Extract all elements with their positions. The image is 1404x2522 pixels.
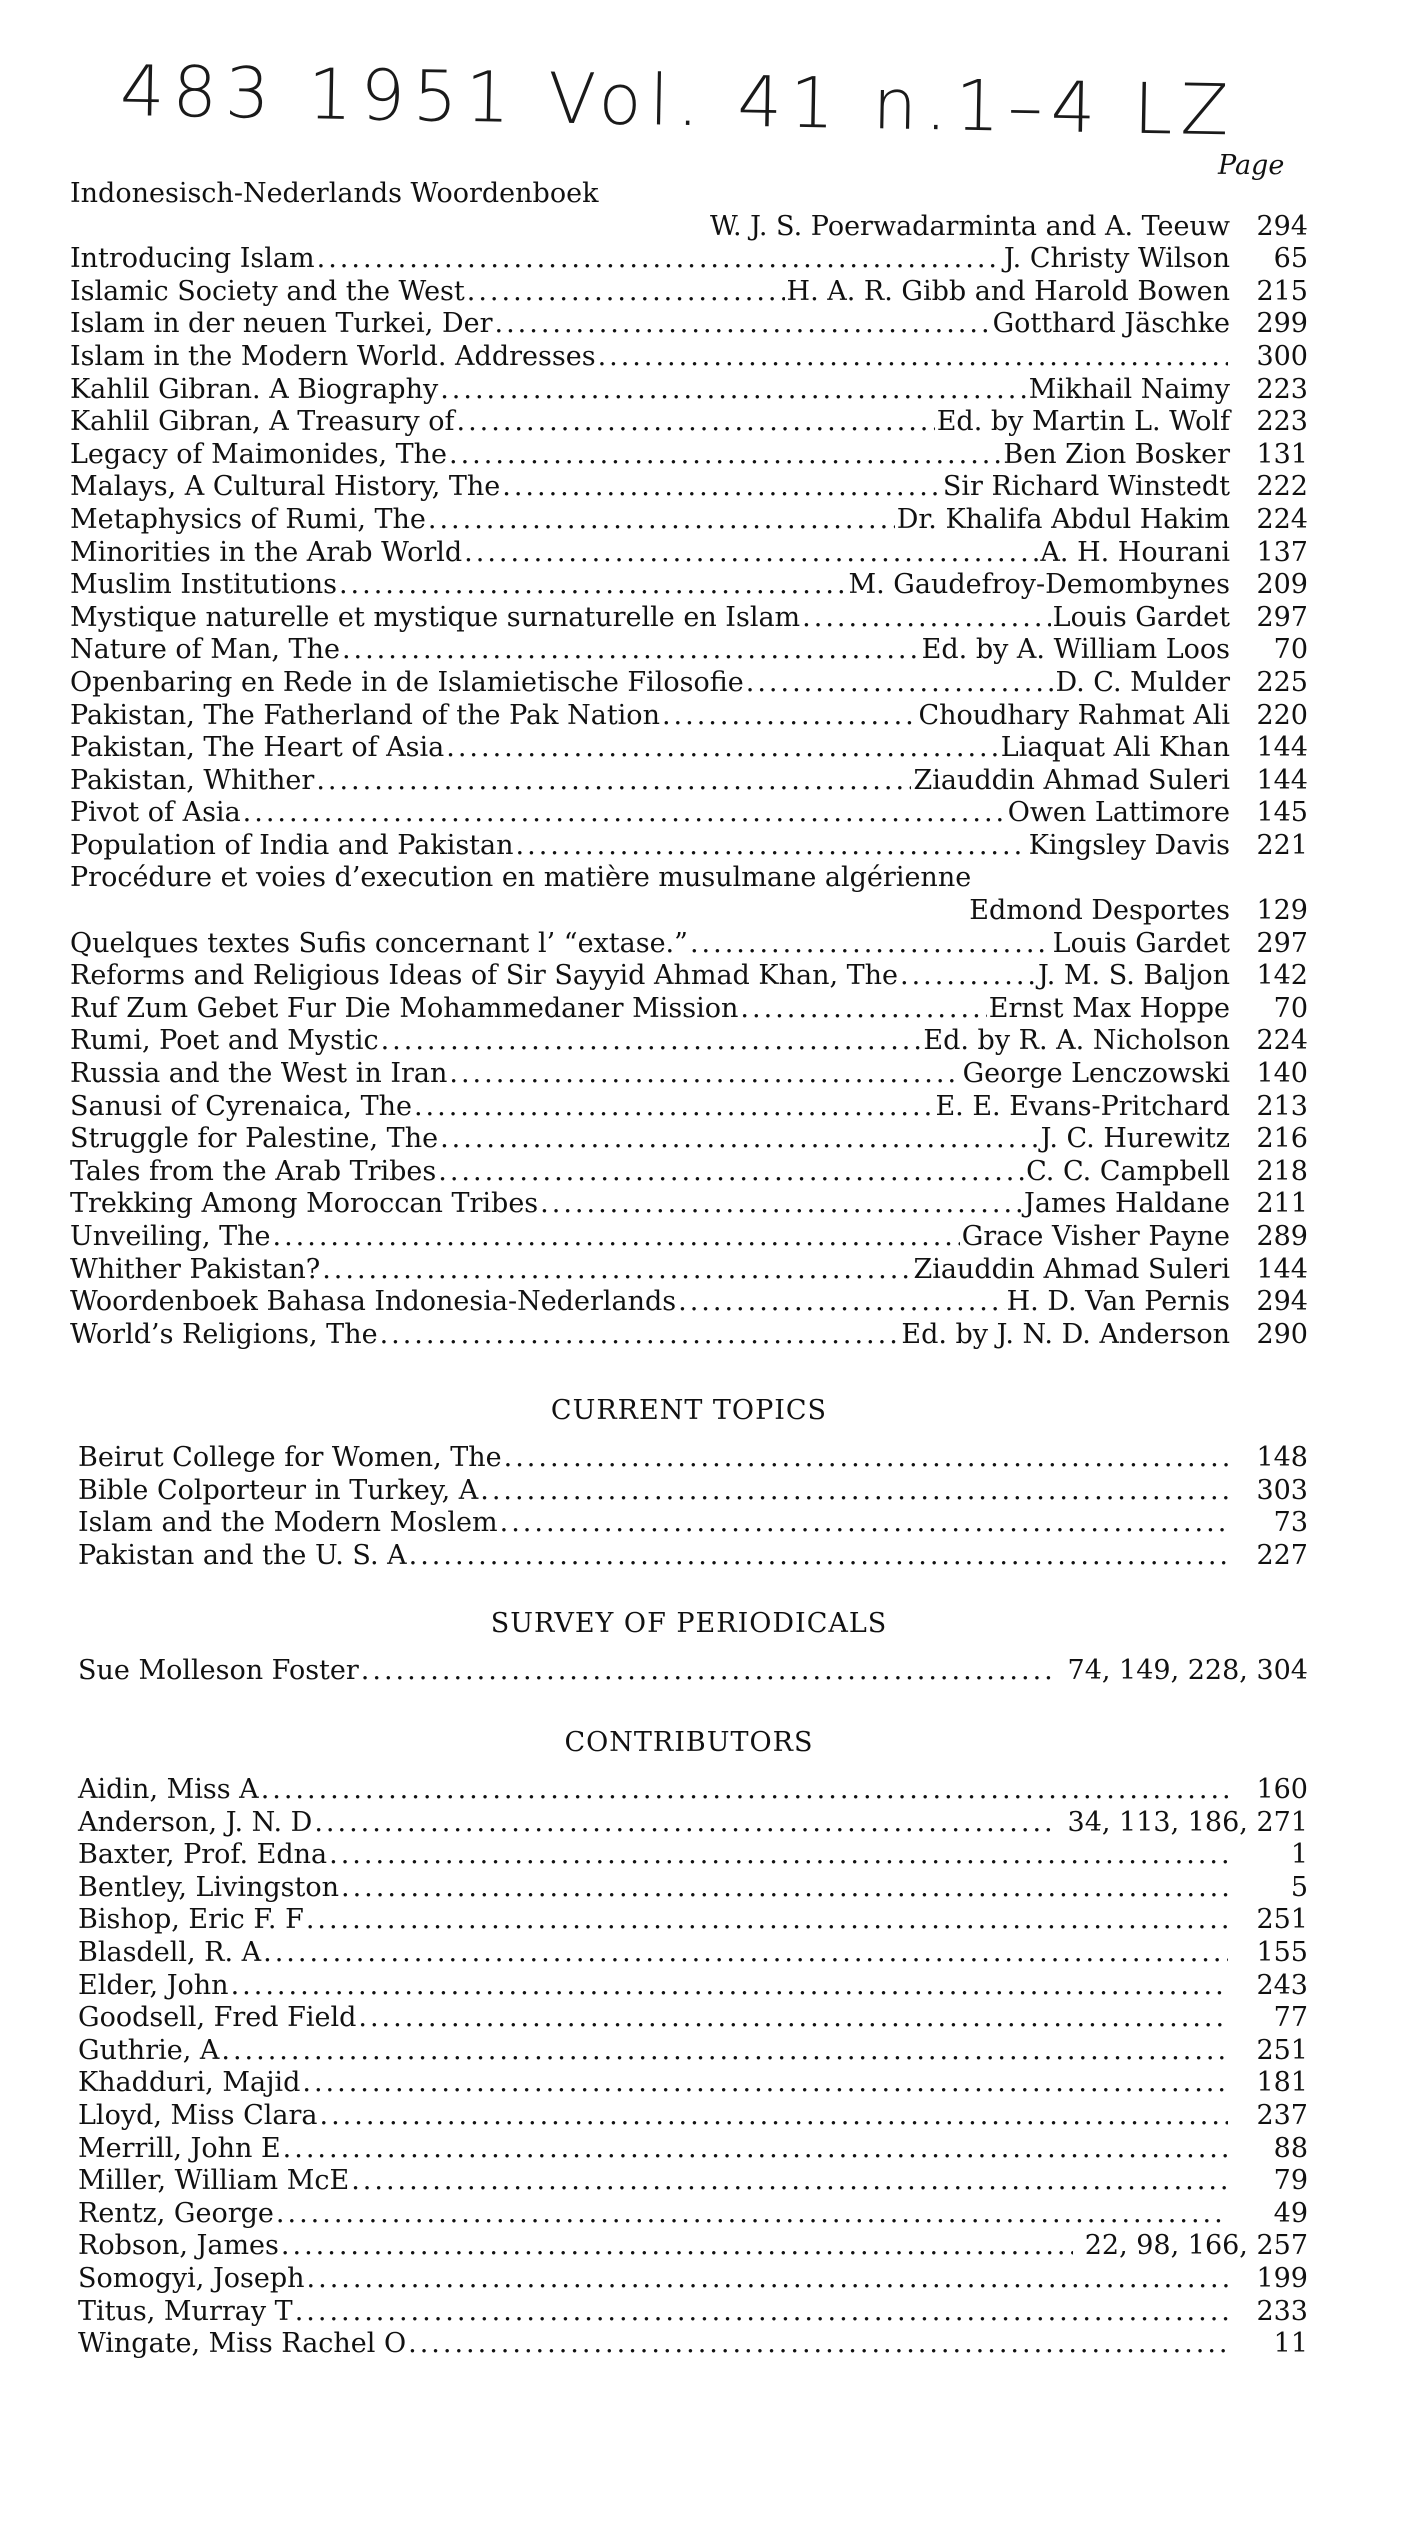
dot-leader [500, 1507, 1228, 1540]
contributor-entry [78, 2230, 1308, 2263]
entry-title: Kahlil Gibran, A Treasury of [70, 406, 455, 438]
entry-page: 209 [1256, 569, 1308, 601]
entry-page: 131 [1256, 438, 1308, 470]
entry-title: Muslim Institutions [70, 569, 337, 601]
contributor-entry [78, 1937, 1308, 1970]
entry-page: 142 [1256, 960, 1308, 992]
entry-title: Bentley, Livingston [78, 1871, 339, 1903]
entry-title: Bible Colporteur in Turkey, A [78, 1474, 479, 1506]
book-review-entry [70, 211, 1308, 244]
entry-title: Islam in the Modern World. Addresses [70, 340, 596, 372]
dot-leader [516, 830, 1027, 863]
entry-title: Metaphysics of Rumi, The [70, 503, 426, 535]
entry-title: Sue Molleson Foster [78, 1655, 359, 1686]
entry-page: 233 [1256, 2295, 1308, 2327]
dot-leader [440, 374, 1027, 407]
current-topic-entry [78, 1507, 1308, 1540]
entry-page: 73 [1273, 1507, 1308, 1539]
entry-title: Minorities in the Arab World [70, 536, 463, 568]
entry-title: Quelques textes Sufis concernant l’ “extase.” [70, 927, 688, 959]
dot-leader [438, 1156, 1024, 1189]
entry-author: Grace Visher Payne [961, 1221, 1230, 1252]
entry-author: Gotthard Jäschke [992, 308, 1230, 340]
dot-leader [449, 439, 1001, 472]
entry-author: George Lenczowski [962, 1058, 1230, 1090]
entry-page: 220 [1256, 699, 1308, 731]
entry-page: 294 [1256, 1286, 1308, 1318]
entry-author: Liaquat Ali Khan [1000, 732, 1230, 764]
entry-page: 224 [1256, 503, 1308, 535]
contributor-entry [78, 2100, 1308, 2133]
entry-author: Choudhary Rahmat Ali [918, 699, 1230, 731]
entry-page: 218 [1256, 1155, 1308, 1187]
entry-title: Somogyi, Joseph [78, 2262, 305, 2294]
entry-title: Titus, Murray T [78, 2295, 293, 2327]
dot-leader [740, 993, 986, 1026]
contributor-entry [78, 2035, 1308, 2068]
dot-leader [302, 2067, 1228, 2100]
entry-page: 70 [1273, 992, 1308, 1024]
book-review-entry [70, 765, 1308, 798]
entry-title: Introducing Islam [70, 243, 315, 275]
entry-title: Pakistan, The Heart of Asia [70, 732, 445, 764]
dot-leader [464, 537, 1038, 570]
contributors-heading: CONTRIBUTORS [564, 1727, 814, 1758]
entry-author: J. M. S. Baljon [1038, 960, 1230, 992]
entry-author: A. H. Hourani [1040, 536, 1230, 568]
contributor-entry [78, 2328, 1308, 2361]
book-review-entry [70, 537, 1308, 570]
handwritten-call-number: 483 1951 Vol. 41 n.1–4 LZ [119, 50, 1238, 152]
book-review-entry [70, 960, 1308, 993]
entry-author: J. Christy Wilson [1003, 243, 1230, 275]
book-review-entry [70, 1319, 1308, 1352]
book-review-entry [70, 341, 1308, 374]
entry-title: Pakistan, Whither [70, 764, 315, 796]
entry-title: Baxter, Prof. Edna [78, 1839, 328, 1871]
entry-author: Ed. by R. A. Nicholson [923, 1025, 1230, 1057]
entry-author: Ernst Max Hoppe [988, 992, 1230, 1024]
dot-leader [690, 928, 1051, 961]
entry-page: 213 [1256, 1090, 1308, 1122]
entry-title: Population of India and Pakistan [70, 829, 514, 861]
entry-author: Owen Lattimore [1007, 797, 1230, 829]
entry-page: 70 [1273, 634, 1308, 666]
entry-page: 34, 113, 186, 271 [1067, 1806, 1308, 1838]
dot-leader [746, 667, 1054, 700]
book-review-entry [70, 504, 1308, 537]
entry-page: 251 [1256, 2034, 1308, 2066]
entry-page: 181 [1256, 2067, 1308, 2099]
dot-leader [221, 2035, 1228, 2068]
entry-page: 129 [1256, 895, 1308, 927]
entry-page: 297 [1256, 601, 1308, 633]
book-review-entry [70, 1025, 1308, 1058]
contributors-list [78, 1774, 1308, 2361]
entry-page: 145 [1256, 797, 1308, 829]
entry-page: 65 [1273, 243, 1308, 275]
dot-leader [408, 2328, 1228, 2361]
entry-page: 137 [1256, 536, 1308, 568]
book-review-entry [70, 634, 1308, 667]
entry-title: Trekking Among Moroccan Tribes [70, 1188, 539, 1220]
current-topic-entry [78, 1540, 1308, 1573]
dot-leader [351, 2165, 1228, 2198]
entry-author: Dr. Khalifa Abdul Hakim [896, 503, 1230, 535]
survey-of-periodicals-list [78, 1655, 1308, 1688]
entry-title: Elder, John [78, 1969, 229, 2001]
contributor-entry [78, 1904, 1308, 1937]
entry-title: Wingate, Miss Rachel O [78, 2328, 407, 2360]
book-review-entry [70, 732, 1308, 765]
contributor-entry [78, 1970, 1308, 2003]
entry-page: 243 [1256, 1969, 1308, 2001]
entry-author: C. C. Campbell [1026, 1155, 1230, 1187]
contributor-entry [78, 1839, 1308, 1872]
dot-leader [802, 602, 1050, 635]
entry-author: Mikhail Naimy [1028, 373, 1230, 405]
contributor-entry [78, 1872, 1308, 1905]
entry-author: Ziauddin Ahmad Suleri [913, 764, 1230, 796]
survey-of-periodicals-heading: SURVEY OF PERIODICALS [490, 1608, 888, 1639]
book-review-entry [70, 928, 1308, 961]
entry-author: W. J. S. Poerwadarminta and A. Teeuw [709, 210, 1230, 242]
dot-leader [678, 1286, 1005, 1319]
dot-leader [276, 2198, 1228, 2231]
entry-page: 222 [1256, 471, 1308, 503]
entry-title: Blasdell, R. A [78, 1936, 262, 1968]
dot-leader [322, 1254, 911, 1287]
entry-author: D. C. Mulder [1055, 666, 1230, 698]
entry-page: 160 [1256, 1774, 1308, 1805]
entry-page: 215 [1256, 275, 1308, 307]
entry-title: Unveiling, The [70, 1221, 271, 1252]
entry-title: Islamic Society and the West [70, 275, 465, 307]
entry-page: 211 [1256, 1188, 1308, 1220]
entry-page: 224 [1256, 1025, 1308, 1057]
book-review-entry [70, 308, 1308, 341]
entry-title: Beirut College for Women, The [78, 1442, 502, 1473]
entry-page: 49 [1273, 2197, 1308, 2229]
entry-page: 5 [1290, 1871, 1308, 1903]
contributor-entry [78, 2067, 1308, 2100]
entry-page: 227 [1256, 1539, 1308, 1571]
entry-page: 140 [1256, 1058, 1308, 1090]
contributor-entry [78, 2165, 1308, 2198]
entry-title: Aidin, Miss A [78, 1774, 259, 1805]
book-review-entry [70, 439, 1308, 472]
entry-title: Anderson, J. N. D [78, 1806, 313, 1838]
contributor-entry [78, 2296, 1308, 2329]
dot-leader [341, 1872, 1228, 1905]
entry-title: Russia and the West in Iran [70, 1058, 448, 1090]
dot-leader [283, 2133, 1228, 2166]
entry-title: Mystique naturelle et mystique surnaturelle en Islam [70, 601, 801, 633]
entry-author: H. D. Van Pernis [1006, 1286, 1230, 1318]
entry-title: Malays, A Cultural History, The [70, 471, 501, 503]
dot-leader [342, 634, 920, 667]
book-review-entry [70, 1156, 1308, 1189]
book-review-entry [70, 406, 1308, 439]
dot-leader [540, 1188, 1022, 1221]
entry-author: Sir Richard Winstedt [942, 471, 1230, 503]
dot-leader [449, 1058, 960, 1091]
dot-leader [339, 569, 847, 602]
entry-author: Ziauddin Ahmad Suleri [913, 1253, 1230, 1285]
entry-title: World’s Religions, The [70, 1318, 378, 1350]
dot-leader [381, 1025, 922, 1058]
contributor-entry [78, 2133, 1308, 2166]
entry-title: Openbaring en Rede in de Islamietische Filosofie [70, 666, 744, 698]
entry-title: Ruf Zum Gebet Fur Die Mohammedaner Mission [70, 992, 739, 1024]
book-review-entry [70, 1123, 1308, 1156]
dot-leader [480, 1475, 1228, 1508]
dot-leader [446, 732, 998, 765]
dot-leader [467, 276, 785, 309]
book-review-entry [70, 276, 1308, 309]
entry-page: 155 [1256, 1936, 1308, 1968]
contributor-entry [78, 2002, 1308, 2035]
dot-leader [361, 1655, 1056, 1688]
current-topic-entry [78, 1475, 1308, 1508]
book-review-entry [70, 1188, 1308, 1221]
book-review-entry [70, 569, 1308, 602]
dot-leader [358, 2002, 1228, 2035]
dot-leader [504, 1442, 1228, 1475]
entry-author: Louis Gardet [1052, 927, 1230, 959]
entry-author: Ed. by J. N. D. Anderson [901, 1318, 1230, 1350]
entry-title: Miller, William McE [78, 2165, 350, 2197]
entry-author: E. E. Evans-Pritchard [935, 1090, 1230, 1122]
entry-page: 144 [1256, 732, 1308, 764]
dot-leader [320, 2100, 1229, 2133]
book-review-entry [70, 895, 1308, 928]
entry-title: Woordenboek Bahasa Indonesia-Nederlands [70, 1286, 677, 1318]
entry-author: Louis Gardet [1052, 601, 1230, 633]
entry-author: Edmond Desportes [969, 895, 1230, 927]
entry-page: 294 [1256, 210, 1308, 242]
contributor-entry [78, 2198, 1308, 2231]
book-review-entry [70, 1221, 1308, 1254]
entry-title: Rentz, George [78, 2197, 274, 2229]
entry-title: Reforms and Religious Ideas of Sir Sayyid Ahmad Khan, The [70, 960, 898, 992]
entry-title: Goodsell, Fred Field [78, 2002, 357, 2034]
dot-leader [307, 2263, 1228, 2296]
entry-author: Ed. by Martin L. Wolf [936, 406, 1230, 438]
book-review-entry [70, 830, 1308, 863]
dot-leader [295, 2296, 1228, 2329]
dot-leader [409, 1540, 1228, 1573]
book-review-entry [70, 1254, 1308, 1287]
entry-page: 251 [1256, 1904, 1308, 1936]
contributor-entry [78, 1774, 1308, 1807]
book-review-entry [70, 374, 1308, 407]
entry-author: Ben Zion Bosker [1003, 438, 1230, 470]
entry-page: 290 [1256, 1318, 1308, 1350]
entry-page: 300 [1256, 340, 1308, 372]
book-review-entry [70, 1286, 1308, 1319]
entry-title: Lloyd, Miss Clara [78, 2099, 318, 2131]
dot-leader [494, 308, 990, 341]
entry-title: Indonesisch-Nederlands Woordenboek [70, 178, 599, 209]
dot-leader [273, 1221, 960, 1254]
survey-entry [78, 1655, 1308, 1688]
entry-title: Bishop, Eric F. F [78, 1904, 304, 1936]
contributor-entry [78, 2263, 1308, 2296]
book-review-entry [70, 667, 1308, 700]
entry-title: Legacy of Maimonides, The [70, 438, 447, 470]
entry-title: Pakistan and the U. S. A [78, 1539, 407, 1571]
dot-leader [231, 1970, 1228, 2003]
entry-title: Pivot of Asia [70, 797, 241, 829]
entry-author: J. C. Hurewitz [1040, 1123, 1230, 1155]
dot-leader [598, 341, 1228, 374]
entry-title: Robson, James [78, 2230, 279, 2262]
dot-leader [281, 2230, 1073, 2263]
book-review-entry [70, 243, 1308, 276]
book-review-entry [70, 797, 1308, 830]
entry-title: Guthrie, A [78, 2034, 220, 2066]
entry-title: Islam in der neuen Turkei, Der [70, 308, 493, 340]
book-review-entry [70, 1091, 1308, 1124]
entry-author: Ed. by A. William Loos [921, 634, 1230, 666]
entry-author: H. A. R. Gibb and Harold Bowen [786, 275, 1230, 307]
entry-title: Sanusi of Cyrenaica, The [70, 1090, 412, 1122]
dot-leader [502, 471, 941, 504]
dot-leader [428, 504, 895, 537]
dot-leader [900, 960, 1036, 993]
dot-leader [317, 243, 1002, 276]
entry-page: 144 [1256, 1253, 1308, 1285]
entry-page: 299 [1256, 308, 1308, 340]
dot-leader [316, 765, 911, 798]
dot-leader [243, 797, 1006, 830]
entry-page: 79 [1273, 2165, 1308, 2197]
entry-author: M. Gaudefroy-Demombynes [848, 569, 1230, 601]
book-review-entry [70, 862, 1308, 895]
dot-leader [329, 1839, 1228, 1872]
dot-leader [263, 1937, 1228, 1970]
entry-page: 148 [1256, 1442, 1308, 1473]
entry-title: Whither Pakistan? [70, 1253, 321, 1285]
entry-page: 216 [1256, 1123, 1308, 1155]
entry-page: 74, 149, 228, 304 [1067, 1655, 1308, 1686]
entry-title: Rumi, Poet and Mystic [70, 1025, 379, 1057]
dot-leader [261, 1774, 1228, 1807]
entry-author: James Haldane [1024, 1188, 1230, 1220]
entry-title: Nature of Man, The [70, 634, 340, 666]
contributor-entry [78, 1807, 1308, 1840]
entry-title: Islam and the Modern Moslem [78, 1507, 498, 1539]
entry-page: 22, 98, 166, 257 [1084, 2230, 1308, 2262]
entry-title: Kahlil Gibran. A Biography [70, 373, 439, 405]
entry-title: Procédure et voies d’execution en matière musulmane algérienne [70, 862, 972, 894]
entry-title: Pakistan, The Fatherland of the Pak Nation [70, 699, 660, 731]
entry-page: 303 [1256, 1474, 1308, 1506]
book-review-entry [70, 700, 1308, 733]
book-review-entry [70, 178, 1308, 211]
entry-title: Struggle for Palestine, The [70, 1123, 439, 1155]
entry-author: Kingsley Davis [1028, 829, 1230, 861]
entry-page: 199 [1256, 2262, 1308, 2294]
entry-page: 289 [1256, 1221, 1308, 1252]
current-topics-heading: CURRENT TOPICS [550, 1395, 828, 1426]
dot-leader [440, 1123, 1039, 1156]
entry-page: 237 [1256, 2099, 1308, 2131]
entry-page: 77 [1273, 2002, 1308, 2034]
dot-leader [380, 1319, 900, 1352]
entry-title: Khadduri, Majid [78, 2067, 301, 2099]
entry-page: 88 [1273, 2132, 1308, 2164]
entry-page: 1 [1290, 1839, 1308, 1871]
entry-page: 223 [1256, 373, 1308, 405]
dot-leader [457, 406, 935, 439]
book-review-entry [70, 993, 1308, 1026]
page-column-label: Page [1218, 150, 1285, 181]
entry-title: Tales from the Arab Tribes [70, 1155, 437, 1187]
entry-page: 297 [1256, 927, 1308, 959]
entry-page: 223 [1256, 406, 1308, 438]
dot-leader [306, 1904, 1228, 1937]
entry-page: 225 [1256, 666, 1308, 698]
entry-title: Merrill, John E [78, 2132, 281, 2164]
book-review-entry [70, 1058, 1308, 1091]
entry-page: 11 [1273, 2328, 1308, 2360]
current-topics-list [78, 1442, 1308, 1572]
book-review-entry [70, 602, 1308, 635]
entry-page: 144 [1256, 764, 1308, 796]
book-review-entry [70, 471, 1308, 504]
dot-leader [414, 1091, 933, 1124]
current-topic-entry [78, 1442, 1308, 1475]
dot-leader [314, 1807, 1055, 1840]
dot-leader [662, 700, 917, 733]
book-review-index [70, 178, 1308, 1351]
entry-page: 221 [1256, 829, 1308, 861]
